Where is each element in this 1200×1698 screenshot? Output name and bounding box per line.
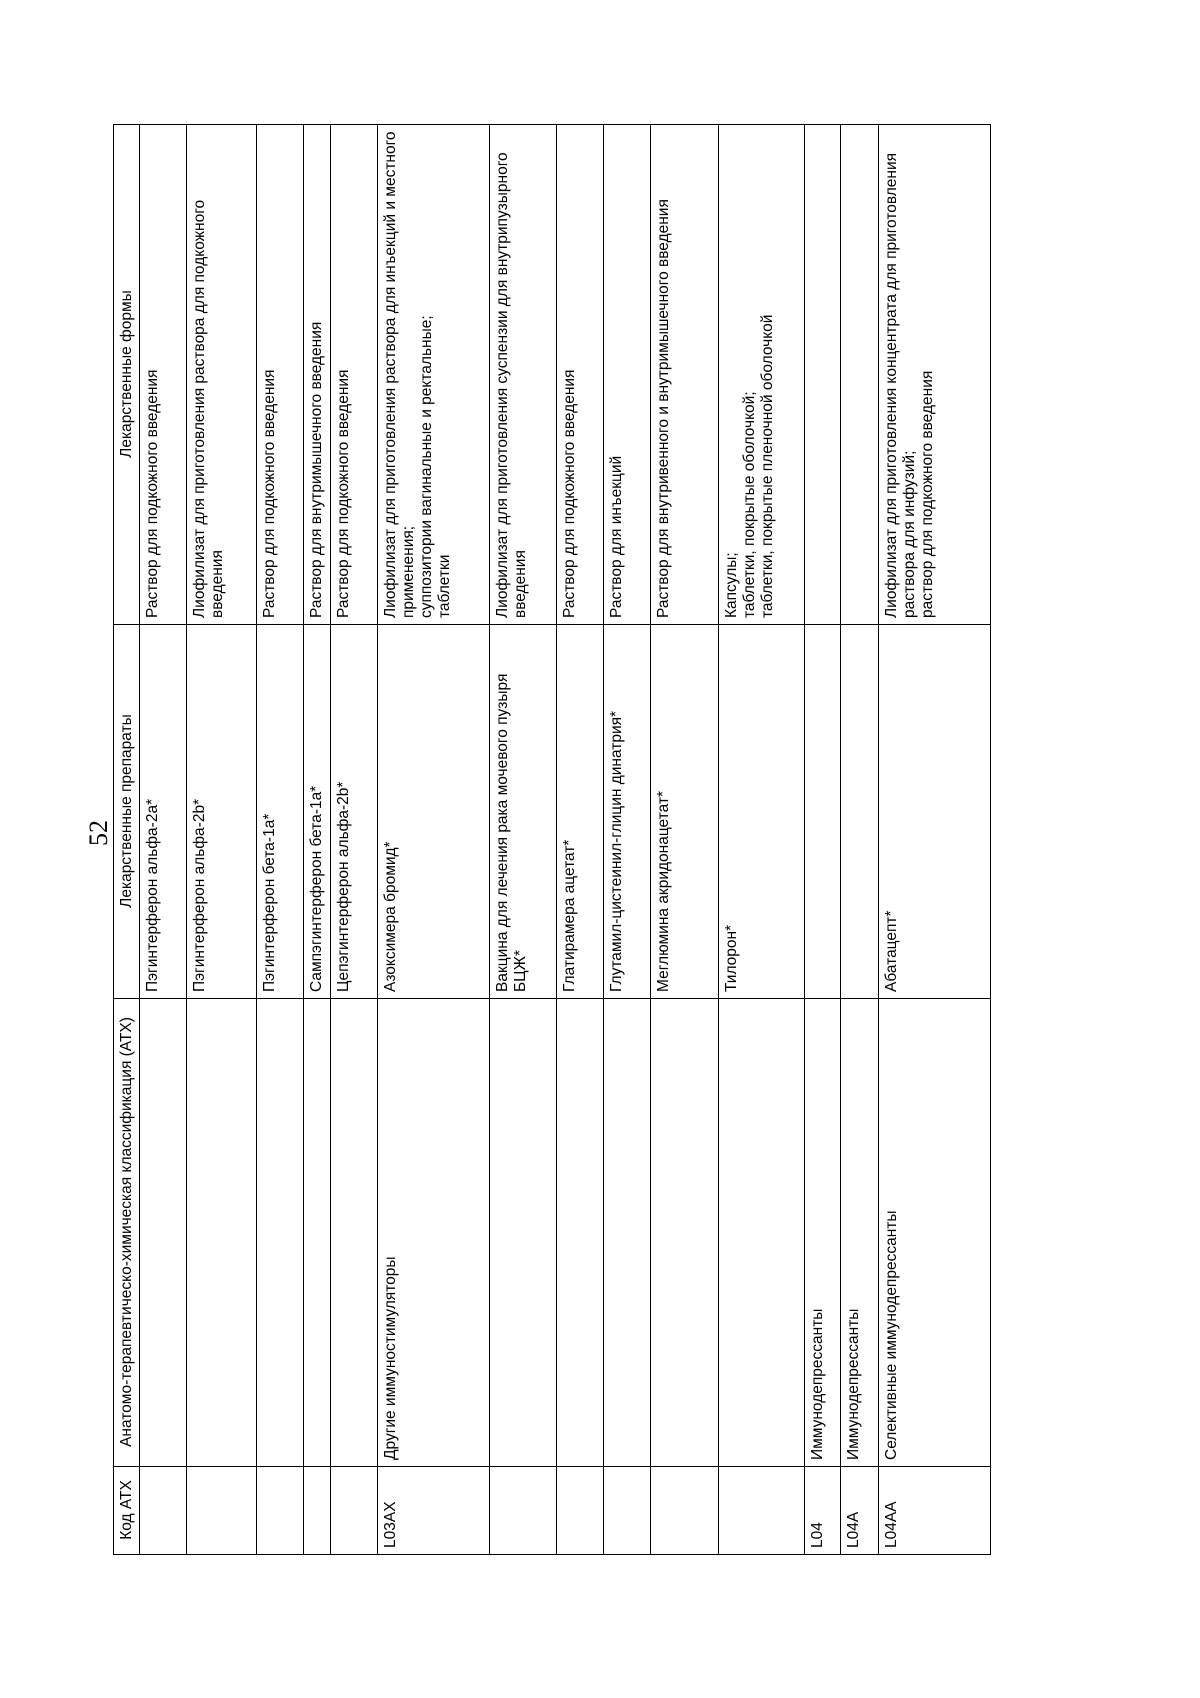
form-line: Раствор для внутримышечного введения [308,321,325,618]
rotated-table-container [113,125,1088,1555]
cell-forms [140,125,187,625]
cell-atc [651,999,719,1467]
page-number: 52 [84,820,113,846]
cell-atc [557,999,604,1467]
cell-drug [841,625,879,999]
cell-drug: Глутамил-цистеинил-глицин динатрия* [604,625,651,999]
cell-atc: Селективные иммунодепрессанты [879,999,991,1467]
form-line: Раствор для подкожного введения [335,369,352,618]
form-line: Раствор для инъекций [608,455,625,618]
cell-atc [257,999,304,1467]
table-row [187,125,257,1555]
form-line: Лиофилизат для приготовления раствора для подкожного введения [191,199,226,618]
table-row [304,125,331,1555]
cell-forms [604,125,651,625]
cell-drug: Азоксимера бромид* [378,625,490,999]
cell-drug: Тилорон* [719,625,805,999]
cell-code [557,1467,604,1555]
form-line: Раствор для подкожного введения [261,369,278,618]
cell-forms [805,125,841,625]
table-row [841,125,879,1555]
cell-drug: Абатацепт* [879,625,991,999]
cell-atc [604,999,651,1467]
cell-code: L04 [805,1467,841,1555]
cell-atc [331,999,378,1467]
cell-forms [719,125,805,625]
form-line: Раствор для подкожного введения [561,369,578,618]
cell-code [304,1467,331,1555]
cell-drug: Меглюмина акридонацетат* [651,625,719,999]
cell-code [257,1467,304,1555]
cell-code: L04A [841,1467,879,1555]
table-row [257,125,304,1555]
cell-forms [378,125,490,625]
form-line: Лиофилизат для приготовления концентрата для приготовления раствора для инфузий; [883,152,918,618]
cell-atc [187,999,257,1467]
cell-drug: Пэгинтерферон альфа-2а* [140,625,187,999]
table-row [331,125,378,1555]
cell-atc: Иммунодепрессанты [841,999,879,1467]
cell-forms [187,125,257,625]
form-line: Лиофилизат для приготовления суспензии для внутрипузырного введения [494,152,529,618]
cell-forms [490,125,557,625]
cell-forms [557,125,604,625]
table-row [378,125,490,1555]
cell-forms [651,125,719,625]
form-line: таблетки [436,554,453,618]
form-line: таблетки, покрытые пленочной оболочкой [759,314,776,618]
cell-atc [304,999,331,1467]
cell-code: L04AA [879,1467,991,1555]
cell-code [490,1467,557,1555]
table-row [490,125,557,1555]
header-forms: Лекарственные формы [114,125,140,625]
cell-drug: Сампэгинтерферон бета-1а* [304,625,331,999]
cell-atc [719,999,805,1467]
cell-code: L03AX [378,1467,490,1555]
cell-atc: Иммунодепрессанты [805,999,841,1467]
cell-drug: Пэгинтерферон альфа-2b* [187,625,257,999]
header-atc: Анатомо-терапевтическо-химическая классификация (АТХ) [114,999,140,1467]
atc-table [113,124,991,1555]
table-row [140,125,187,1555]
form-line: Раствор для подкожного введения [144,369,161,618]
table-row [557,125,604,1555]
table-row [604,125,651,1555]
cell-drug [805,625,841,999]
table-row [805,125,841,1555]
cell-code [140,1467,187,1555]
cell-drug: Цепэгинтерферон альфа-2b* [331,625,378,999]
cell-code [187,1467,257,1555]
form-line: раствор для подкожного введения [919,370,936,618]
table-row [879,125,991,1555]
cell-forms [257,125,304,625]
form-line: суппозитории вагинальные и ректальные; [418,315,435,618]
table-header-row [114,125,140,1555]
cell-forms [304,125,331,625]
form-line: Капсулы; [723,552,740,618]
table-row [719,125,805,1555]
table-body [140,125,991,1555]
cell-drug: Вакцина для лечения рака мочевого пузыря БЦЖ* [490,625,557,999]
cell-code [331,1467,378,1555]
form-line: таблетки, покрытые оболочкой; [741,391,758,618]
form-line: Раствор для внутривенного и внутримышечного введения [655,199,672,618]
cell-atc [140,999,187,1467]
cell-code [719,1467,805,1555]
cell-forms [841,125,879,625]
cell-code [651,1467,719,1555]
form-line: Лиофилизат для приготовления раствора для инъекций и местного применения; [382,131,417,618]
cell-forms [879,125,991,625]
cell-drug: Глатирамера ацетат* [557,625,604,999]
cell-drug: Пэгинтерферон бета-1а* [257,625,304,999]
header-code: Код АТХ [114,1467,140,1555]
cell-atc [490,999,557,1467]
cell-forms [331,125,378,625]
cell-code [604,1467,651,1555]
header-drugs: Лекарственные препараты [114,625,140,999]
table-row [651,125,719,1555]
cell-atc: Другие иммуностимуляторы [378,999,490,1467]
